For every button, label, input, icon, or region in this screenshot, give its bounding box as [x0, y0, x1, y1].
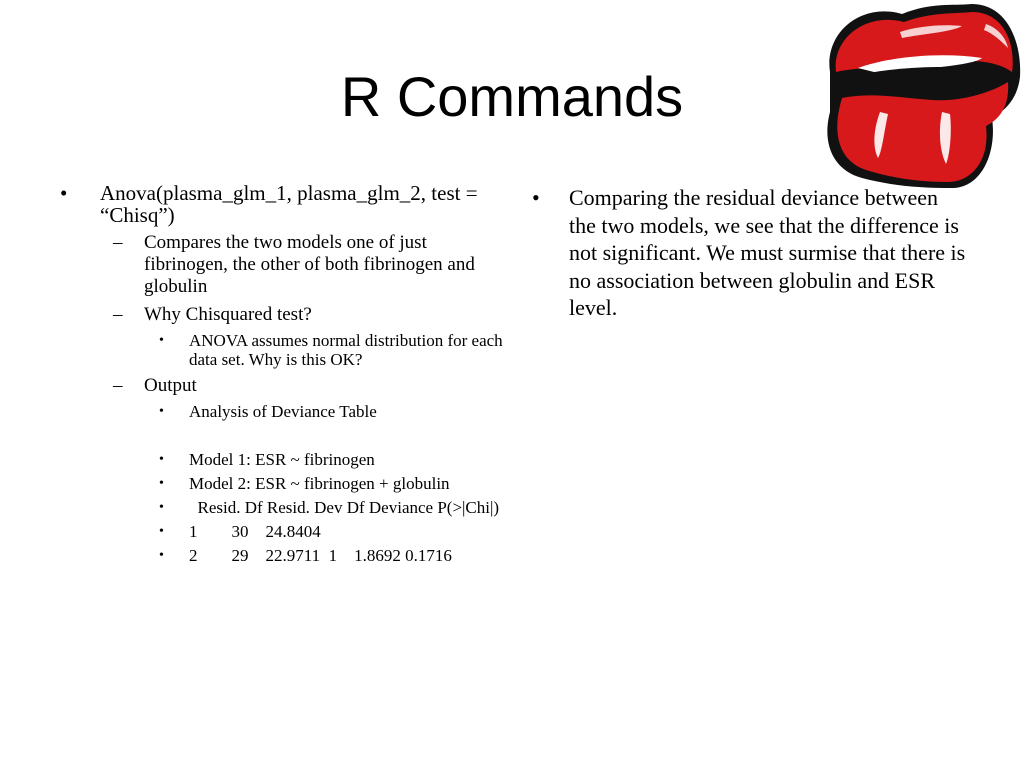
bullet-marker: • — [60, 181, 68, 205]
output-line — [159, 498, 505, 517]
bullet-marker: • — [159, 548, 164, 563]
bullet-item — [530, 184, 970, 322]
slide-title: R Commands — [340, 65, 684, 128]
output-line-text: Analysis of Deviance Table — [189, 402, 377, 421]
output-line-text: Model 1: ESR ~ fibrinogen — [189, 450, 375, 469]
output-line-text: 1 30 24.8404 — [189, 522, 321, 541]
bullet-marker: • — [159, 476, 164, 491]
sub-bullet — [113, 304, 505, 326]
sub-bullet-text: Compares the two models one of just fibrinogen, the other of both fibrinogen and globulin — [144, 232, 475, 297]
output-line-text: 2 29 22.9711 1 1.8692 0.1716 — [189, 546, 452, 565]
conclusion-text: Comparing the residual deviance between the two models, we see that the difference is not significant. We must surmise that there is no association between globulin and ESR level. — [569, 185, 966, 320]
sub-sub-bullet — [159, 331, 505, 369]
sub-bullet — [113, 232, 505, 298]
dash-marker: – — [113, 232, 123, 253]
anova-command: Anova(plasma_glm_1, plasma_glm_2, test = “Chisq”) — [100, 181, 478, 227]
bullet-marker: • — [532, 185, 540, 210]
dash-marker: – — [113, 375, 123, 396]
sub-sub-bullet-text: ANOVA assumes normal distribution for each data set. Why is this OK? — [189, 331, 503, 369]
sub-bullet-text: Output — [144, 375, 197, 396]
output-line-text: Resid. Df Resid. Dev Df Deviance P(>|Chi|) — [189, 498, 500, 517]
output-line — [159, 546, 505, 565]
right-bullet-column — [530, 184, 970, 322]
output-line — [159, 522, 505, 541]
bullet-marker: • — [159, 404, 164, 419]
output-line — [159, 474, 505, 493]
bullet-item — [55, 182, 505, 226]
bullet-marker: • — [159, 333, 164, 348]
bullet-marker: • — [159, 452, 164, 467]
sub-bullet-text: Why Chisquared test? — [144, 304, 312, 325]
left-bullet-column — [55, 182, 505, 565]
output-line — [159, 402, 505, 421]
tongue-logo — [822, 2, 1024, 190]
output-line-text: Model 2: ESR ~ fibrinogen + globulin — [189, 474, 450, 493]
sub-bullet — [113, 375, 505, 397]
output-line — [159, 450, 505, 469]
bullet-marker: • — [159, 500, 164, 515]
bullet-marker: • — [159, 524, 164, 539]
dash-marker: – — [113, 304, 123, 325]
